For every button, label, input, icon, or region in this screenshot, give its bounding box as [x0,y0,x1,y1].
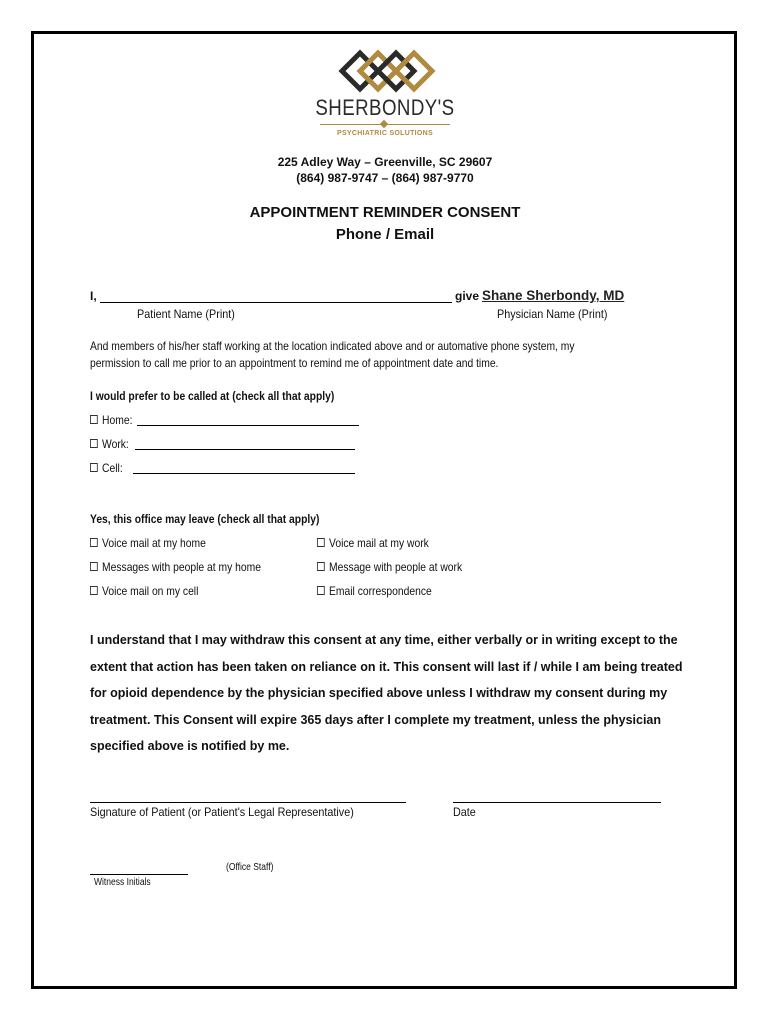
cell-checkbox[interactable] [90,463,98,472]
email-label: Email correspondence [329,584,432,598]
witness-initials-line[interactable] [90,874,188,875]
date-line[interactable] [453,802,661,803]
leave-option-voicemail-home [90,536,206,550]
leave-option-voicemail-work [317,536,429,550]
cell-label: Cell: [102,461,123,475]
voicemail-home-checkbox[interactable] [90,538,98,547]
office-staff-label: (Office Staff) [226,862,274,873]
messages-home-label: Messages with people at my home [102,560,261,574]
leave-option-messages-home [90,560,261,574]
call-option-cell [90,461,123,475]
email-checkbox[interactable] [317,586,325,595]
call-option-work [90,437,129,451]
leave-section-heading: Yes, this office may leave (check all that apply) [90,512,320,526]
intro-text-line-2: permission to call me prior to an appointment to remind me of appointment date and time. [90,356,499,370]
form-subtitle: Phone / Email [335,226,435,243]
home-checkbox[interactable] [90,415,98,424]
logo-brand-name: SHERBONDY'S [315,95,455,120]
signature-caption: Signature of Patient (or Patient's Legal Representative) [90,805,354,819]
call-option-home [90,413,132,427]
message-work-label: Message with people at work [329,560,463,574]
work-label: Work: [102,437,129,451]
logo [300,45,470,145]
form-title: APPOINTMENT REMINDER CONSENT [249,204,521,221]
signature-line[interactable] [90,802,406,803]
home-phone-field[interactable] [137,425,359,426]
voicemail-work-checkbox[interactable] [317,538,325,547]
message-work-checkbox[interactable] [317,562,325,571]
voicemail-work-label: Voice mail at my work [329,536,429,550]
intro-text-line-1: And members of his/her staff working at the location indicated above and or automative phone system, my [90,339,575,353]
witness-initials-caption: Witness Initials [94,877,151,888]
voicemail-cell-checkbox[interactable] [90,586,98,595]
voicemail-cell-label: Voice mail on my cell [102,584,199,598]
consent-statement: I understand that I may withdraw this consent at any time, either verbally or in writing except to the extent that action has been taken on reliance on it. This consent will last if / while I am being treated for opioid dependence by the physician specified above unless I withdraw my consent during my treatment. This Consent will expire 365 days after I complete my treatment, unless the physician specified above is notified by me. [90,633,683,753]
leave-option-email [317,584,432,598]
work-checkbox[interactable] [90,439,98,448]
leave-option-voicemail-cell [90,584,198,598]
address: 225 Adley Way – Greenville, SC 29607 [277,155,493,169]
leave-option-message-work [317,560,462,574]
logo-diamonds-icon [300,45,470,97]
logo-tagline: PSYCHIATRIC SOLUTIONS [336,130,433,137]
patient-name-caption: Patient Name (Print) [137,307,235,321]
physician-name-field[interactable]: Shane Sherbondy, MD [482,288,625,303]
physician-name-caption: Physician Name (Print) [497,307,608,321]
work-phone-field[interactable] [135,449,355,450]
patient-name-field[interactable] [100,302,452,303]
consent-prefix: I, [90,289,97,303]
home-label: Home: [102,413,133,427]
messages-home-checkbox[interactable] [90,562,98,571]
date-caption: Date [453,805,476,819]
cell-phone-field[interactable] [133,473,355,474]
logo-divider-ornament [380,120,388,128]
phone-numbers: (864) 987-9747 – (864) 987-9770 [296,171,474,185]
call-section-heading: I would prefer to be called at (check all that apply) [90,389,335,403]
voicemail-home-label: Voice mail at my home [102,536,206,550]
give-label: give [455,289,480,303]
